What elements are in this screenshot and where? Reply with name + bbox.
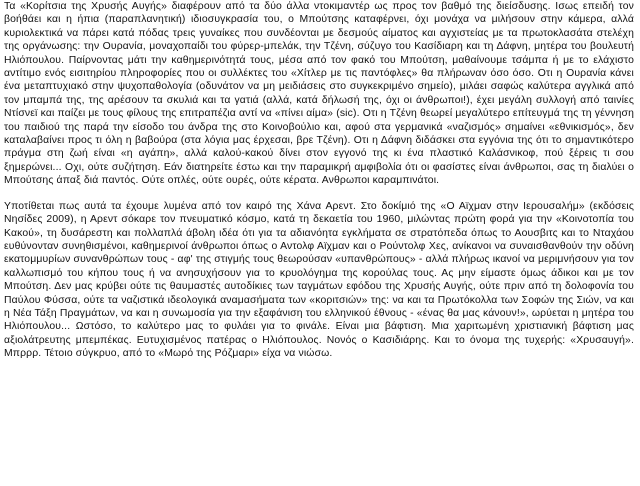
article-body <box>4 0 634 361</box>
article-paragraph-2: Υποτίθεται πως αυτά τα έχουμε λυμένα από τον καιρό της Χάνα Αρεντ. Στο δοκίμιό της «Ο Αϊχμαν στην Ιερουσαλήμ» (εκδόσεις Νησίδες 2009), η Αρεντ σόκαρε τον πνευματικό κόσμο, κατά τη δεκαετία του 1960, μιλώντας πρώτη φορά για την «Κοινοτοπία του Κακού», τη δυσάρεστη και πολλαπλά άβολη ιδέα ότι για τα αδιανόητα εγκλήματα σε στρατόπεδα όπως το Αουσβιτς και το Νταχάου ευθύνονταν συνηθισμένοι, καθημερινοί άνθρωποι όπως ο Αντολφ Αϊχμαν και ο Ρούντολφ Χες, ανίκανοι να συναισθανθούν την οδύνη εκατομμυρίων συνανθρώπων τους - αφ' της στιγμής τους θεωρούσαν «υπανθρώπους» - αλλά πλήρως ικανοί να μεριμνήσουν για τον καλλωπισμό του κήπου τους ή να ανησυχήσουν για το κρυολόγημα της κορούλας τους. Ας μην είμαστε όμως άδικοι και με τον Μπούτση. Δεν μας κρύβει ούτε τις θαυμαστές αυτοδίκιες των ταγμάτων εφόδου της Χρυσής Αυγής, ούτε πριν από τη δολοφονία του Παύλου Φύσσα, ούτε τα ναζιστικά ιδεολογικά αναμασήματα των «κοριτσιών» της: να και τα Πρωτόκολλα των Σοφών της Σιών, να και η Νέα Τάξη Πραγμάτων, να και η συνωμοσία για την εξαφάνιση του ελληνικού έθνους - «ένας θα μας κάνουν!», ωρύεται η μητέρα του Ηλιόπουλου... Ωστόσο, το καλύτερο μας το φυλάει για το φινάλε. Είναι μια βάφτιση. Μια χαριτωμένη χριστιανική βάφτιση μας αξιολάτρευτης μπεμπέκας. Ευτυχισμένος πατέρας ο Ηλιόπουλος. Νονός ο Κασιδιάρης. Και το όνομα της τυχερής: «Χρυσαυγή». Μπρρρ. Τέτοιο σύγκρυο, από το «Μωρό της Ρόζμαρι» είχα να νιώσω. <box>4 200 634 360</box>
article-paragraph-1: Τα «Κορίτσια της Χρυσής Αυγής» διαφέρουν από τα δύο άλλα ντοκιμαντέρ ως προς τον βαθμό της διείσδυσης. Ισως επειδή τον βοήθάει και η ήπια (παραπλανητική) ιδιοσυγκρασία του, ο Μπούτσης καταφέρνει, όχι μονάχα να μιλήσουν στην κάμερα, αλλά κυριολεκτικά να πάρει κατά πόδας τρεις γυναίκες που συνδέονται με δεσμούς αίματος και αγχιστείας με τα πρωτοκλασάτα στελέχη της οργάνωσης: την Ουρανία, μοναχοπαίδι του φύρερ-μπελάκ, την Τζένη, σύζυγο του Κασίδιαρη και τη Δάφνη, μητέρα του βουλευτή Ηλιόπουλου. Παίρνοντας μάτι την καθημερινότητά τους, μέσα από τον φακό του Μπούτση, μαθαίνουμε τσάμπα ή με το ελάχιστο αντίτιμο ενός εισιτηρίου πληροφορίες που οι συλλέκτες του «Χίτλερ με τις παντόφλες» θα πλήρωναν όσο όσο. Οτι η Ουρανία κάνει ένα μεταπτυχιακό στην ψυχοπαθολογία (οδυνάτον να μη μειδιάσεις στο συγκεκριμένο σημείο), μιλάει σαφώς καλύτερα αγγλικά από τον μπαμπά της, της αρέσουν τα σκυλιά και τα γατιά (αλλά, κατά δήλωσή της, όχι οι άνθρωποι!), έχει μεγάλη συλλογή από ταινίες Ντίσνεϊ και παίζει με τους φίλους της επιτραπέζια αντί να «πίνει αίμα» (sic). Οτι η Τζένη θεωρεί μεγαλύτερο επίτευγμά της τη γέννηση του παιδιού της παρά την είσοδο του άνδρα της στο Κοινοβούλιο και, αφού στα γερμανικά «ναζισμός» σημαίνει «εθνικισμός», δεν καταλαβαίνει προς τι όλη η βαβούρα (στα λόγια μας έρχεσαι, βρε Τζένη). Οτι η Δάφνη διδάσκει στα εγγόνια της ότι το σημαντικότερο πράγμα στη ζωή είναι «η αγάπη», αλλά καλού-κακού δίνει στον εγγονό της κι ένα πλαστικό Καλάσνικοφ, πού ξέρεις τι σου ξημερώνει... Οχι, ούτε συζήτηση. Εάν διατηρείτε έστω και την παραμικρή αμφιβολία ότι οι φασίστες είναι άνθρωποι, σας τη διαλύει ο Μπούτσης άπαξ διά παντός. Ούτε οπλές, ούτε ουρές, ούτε κέρατα. Ανθρωποι καραμπινάτοι. <box>4 1 634 187</box>
